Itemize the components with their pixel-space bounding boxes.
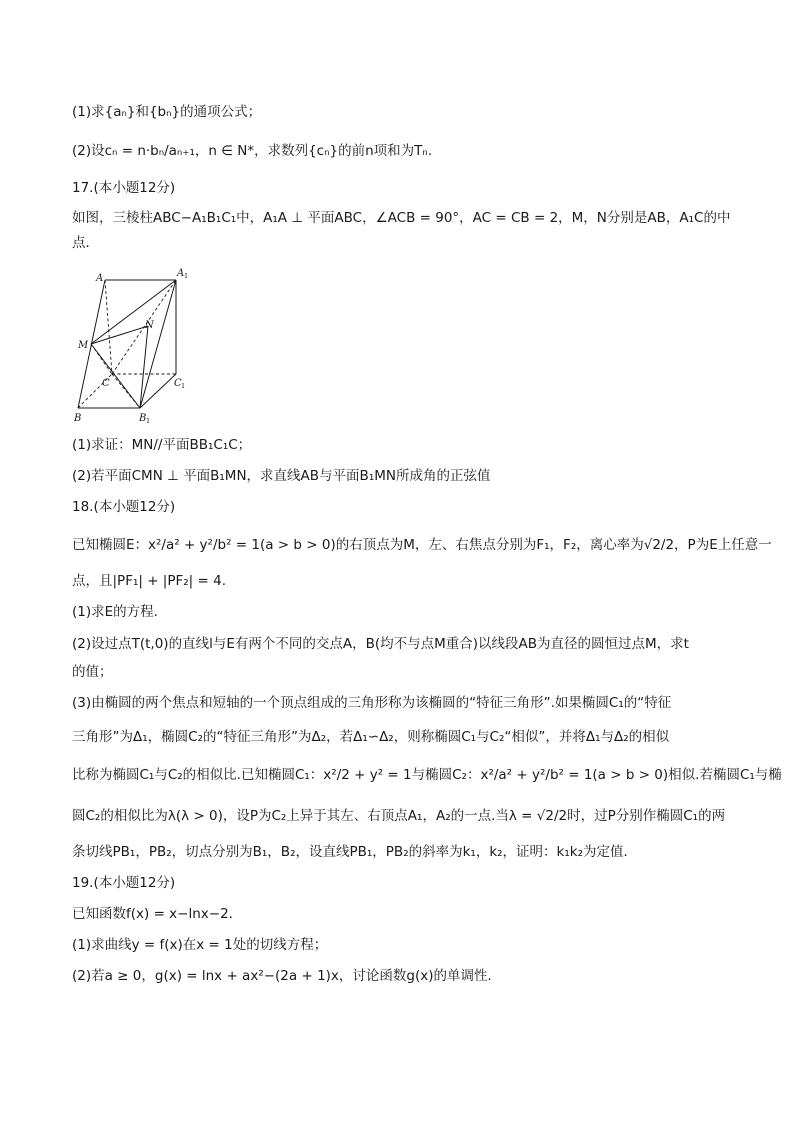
prism-diagram	[72, 264, 192, 428]
q18-part3-line5: 条切线PB₁，PB₂，切点分别为B₁，B₂，设直线PB₁，PB₂的斜率为k₁，k₂，证明：k₁k₂为定值．	[72, 844, 638, 860]
label-m: M	[78, 340, 89, 351]
hidden-edge-c-a1	[112, 280, 176, 374]
q17-stem-line2: 点．	[72, 235, 99, 251]
edge-m-n	[91, 326, 148, 344]
label-a1-sub: 1	[184, 272, 189, 280]
edge-c1-b1	[140, 374, 176, 408]
label-b1: B	[139, 413, 147, 424]
q18-stem-line1: 已知椭圆E：x²/a² + y²/b² = 1(a > b > 0)的右顶点为M，左、右焦点分别为F₁，F₂，离心率为√2/2，P为E上任意一	[72, 537, 772, 553]
label-b1-sub: 1	[146, 417, 151, 425]
label-b: B	[74, 413, 82, 424]
q17-header: 17.(本小题12分)	[72, 180, 176, 196]
q19-stem: 已知函数f(x) = x−lnx−2．	[72, 906, 243, 922]
label-a: A	[96, 273, 104, 284]
label-c1: C	[174, 378, 182, 389]
edge-n-b1	[140, 326, 148, 408]
label-n: N	[145, 320, 154, 331]
label-c1-sub: 1	[181, 382, 186, 390]
q18-part3-line4: 圆C₂的相似比为λ(λ > 0)，设P为C₂上异于其左、右顶点A₁，A₂的一点.当λ = √2/2时，过P分别作椭圆C₁的两	[72, 808, 726, 824]
q17-part1: (1)求证：MN//平面BB₁C₁C；	[72, 437, 252, 453]
q18-part3-line1: (3)由椭圆的两个焦点和短轴的一个顶点组成的三角形称为该椭圆的“特征三角形”.如果椭圆C₁的“特征	[72, 695, 672, 711]
q18-stem-line2: 点，且|PF₁| + |PF₂| = 4.	[72, 573, 226, 589]
label-c: C	[102, 378, 110, 389]
q16-part1: (1)求{aₙ}和{bₙ}的通项公式；	[72, 104, 262, 120]
edge-m-b1	[91, 344, 140, 408]
prism-figure	[72, 264, 192, 428]
q19-part1: (1)求曲线y = f(x)在x = 1处的切线方程；	[72, 937, 328, 953]
q18-part1: (1)求E的方程．	[72, 604, 168, 620]
q16-part2: (2)设cₙ = n·bₙ/aₙ₊₁，n ∈ N*，求数列{cₙ}的前n项和为Tₙ.	[72, 143, 433, 159]
label-a1: A	[177, 268, 185, 279]
edge-a1-b1	[140, 280, 176, 408]
hidden-edge-a-c	[105, 280, 112, 374]
q17-part2: (2)若平面CMN ⊥ 平面B₁MN，求直线AB与平面B₁MN所成角的正弦值	[72, 468, 491, 484]
q19-header: 19.(本小题12分)	[72, 875, 176, 891]
q18-part3-line2: 三角形”为Δ₁，椭圆C₂的“特征三角形”为Δ₂，若Δ₁∽Δ₂，则称椭圆C₁与C₂“相似”，并将Δ₁与Δ₂的相似	[72, 729, 670, 745]
q18-header: 18.(本小题12分)	[72, 499, 176, 515]
q19-part2: (2)若a ≥ 0，g(x) = lnx + ax²−(2a + 1)x，讨论函数g(x)的单调性．	[72, 968, 502, 984]
q18-part3-line3: 比称为椭圆C₁与C₂的相似比.已知椭圆C₁：x²/2 + y² = 1与椭圆C₂：x²/a² + y²/b² = 1(a > b > 0)相似.若椭圆C₁与椭	[72, 767, 782, 783]
edge-m-a1	[91, 280, 176, 344]
q17-stem-line1: 如图，三棱柱ABC−A₁B₁C₁中，A₁A ⊥ 平面ABC，∠ACB = 90°，AC = CB = 2，M，N分别是AB，A₁C的中	[72, 210, 731, 226]
q18-part2-line2: 的值；	[72, 664, 113, 680]
q18-part2-line1: (2)设过点T(t,0)的直线l与E有两个不同的交点A，B(均不与点M重合)以线段AB为直径的圆恒过点M，求t	[72, 636, 689, 652]
